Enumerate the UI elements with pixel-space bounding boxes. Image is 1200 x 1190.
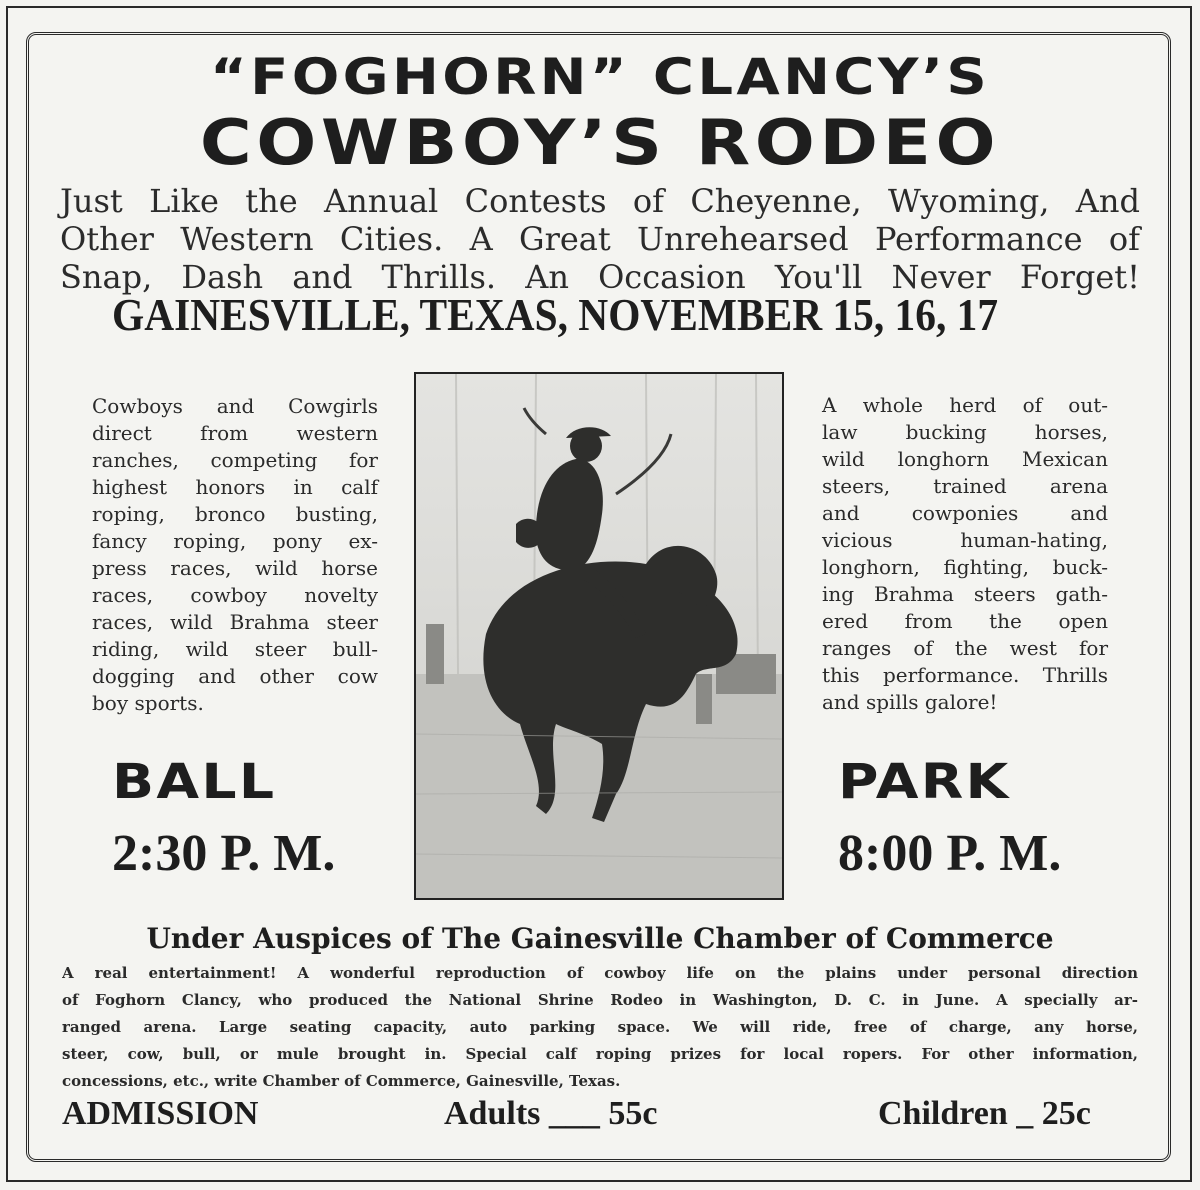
right-column-line: vicious human-hating, (822, 528, 1108, 552)
fine-print (62, 960, 1138, 1095)
left-column-line: press races, wild horse (92, 556, 378, 580)
left-column-line: direct from western (92, 421, 378, 445)
location-dates: GAINESVILLE, TEXAS, NOVEMBER 15, 16, 17 (112, 289, 999, 340)
right-column-line: law bucking horses, (822, 420, 1108, 444)
left-column-line: races, wild Brahma steer (92, 610, 378, 634)
right-column (822, 392, 1108, 716)
subheading-line: Just Like the Annual Contests of Cheyenne, Wyoming, And (60, 182, 1140, 220)
right-column-line: ing Brahma steers gath- (822, 582, 1108, 606)
left-column-line: ranches, competing for (92, 448, 378, 472)
right-column-line: ranges of the west for (822, 636, 1108, 660)
right-column-line: wild longhorn Mexican (822, 447, 1108, 471)
bronco-rider-photo (414, 372, 784, 900)
left-column-line: riding, wild steer bull- (92, 637, 378, 661)
left-column-line: boy sports. (92, 691, 204, 715)
evening-time: 8:00 P. M. (838, 825, 1062, 882)
venue-park: PARK (838, 754, 1011, 810)
right-column-line: and spills galore! (822, 690, 998, 714)
admission-children-price: Children _ 25c (878, 1095, 1091, 1132)
admission-adults-price: Adults ___ 55c (444, 1095, 658, 1132)
fine-print-line: steer, cow, bull, or mule brought in. Special calf roping prizes for local ropers. For other information, (62, 1045, 1138, 1063)
left-column-line: highest honors in calf (92, 475, 378, 499)
venue-ball: BALL (112, 754, 277, 810)
bronco-rider-illustration (416, 374, 782, 898)
fine-print-line: concessions, etc., write Chamber of Commerce, Gainesville, Texas. (62, 1072, 621, 1090)
right-column-line: and cowponies and (822, 501, 1108, 525)
subheading-line: Snap, Dash and Thrills. An Occasion You'll Never Forget! (60, 258, 1140, 296)
left-column (92, 393, 378, 717)
admission-label: ADMISSION (62, 1095, 259, 1132)
left-column-line: Cowboys and Cowgirls (92, 394, 378, 418)
subheading (60, 182, 1140, 296)
headline-name: “FOGHORN” CLANCY’S (209, 48, 991, 106)
fine-print-line: ranged arena. Large seating capacity, auto parking space. We will ride, free of charge, any horse, (62, 1018, 1138, 1036)
afternoon-time: 2:30 P. M. (112, 825, 336, 882)
auspices-line: Under Auspices of The Gainesville Chamber of Commerce (146, 922, 1054, 955)
subheading-line: Other Western Cities. A Great Unrehearsed Performance of (60, 220, 1140, 258)
right-column-line: longhorn, fighting, buck- (822, 555, 1108, 579)
right-column-line: A whole herd of out- (822, 393, 1108, 417)
right-column-line: this performance. Thrills (822, 663, 1108, 687)
headline-title: COWBOY’S RODEO (199, 106, 1001, 179)
left-column-line: races, cowboy novelty (92, 583, 378, 607)
fine-print-line: A real entertainment! A wonderful reproduction of cowboy life on the plains under personal direction (62, 964, 1138, 982)
left-column-line: dogging and other cow (92, 664, 378, 688)
right-column-line: steers, trained arena (822, 474, 1108, 498)
left-column-line: roping, bronco busting, (92, 502, 378, 526)
fine-print-line: of Foghorn Clancy, who produced the National Shrine Rodeo in Washington, D. C. in June. A specially ar- (62, 991, 1138, 1009)
right-column-line: ered from the open (822, 609, 1108, 633)
left-column-line: fancy roping, pony ex- (92, 529, 378, 553)
